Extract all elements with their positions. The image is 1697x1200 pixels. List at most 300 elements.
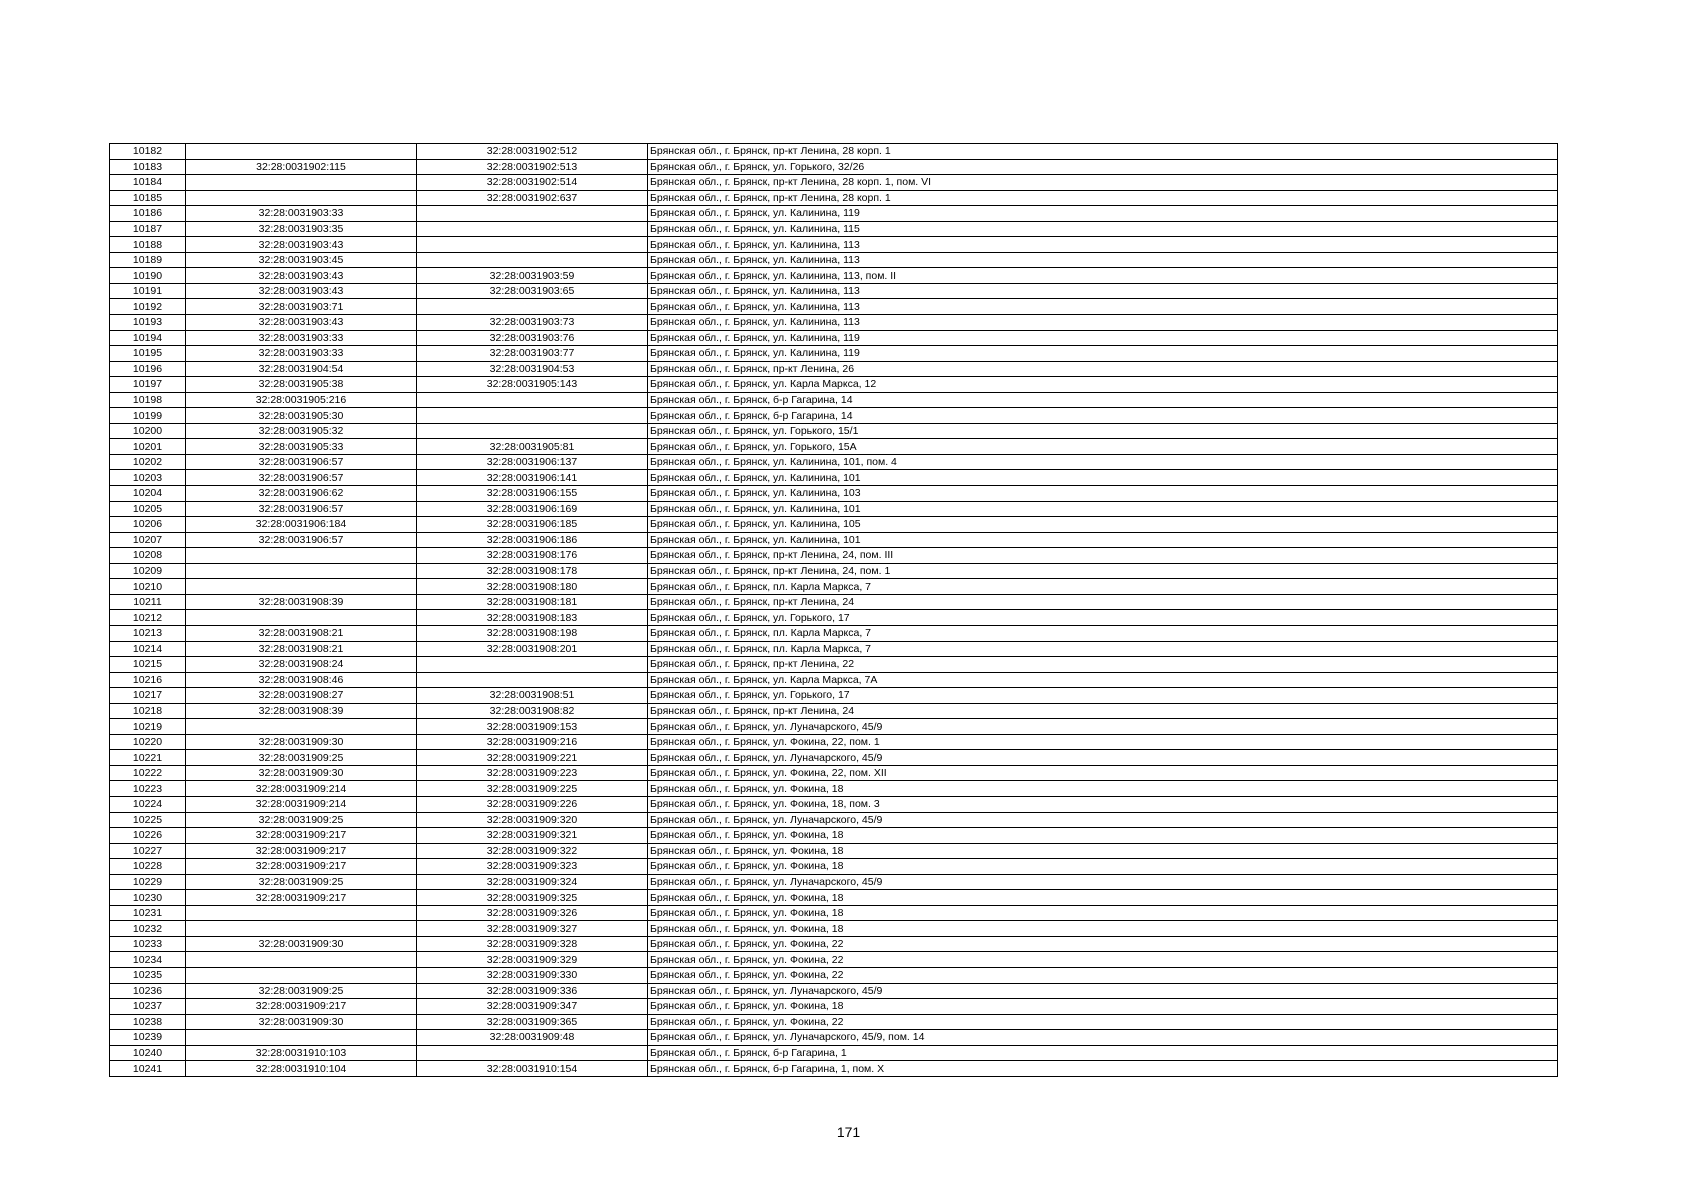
address-cell: Брянская обл., г. Брянск, ул. Горького, 15А <box>648 439 1558 455</box>
object-number-cell <box>417 408 648 424</box>
land-parcel-number-cell: 32:28:0031903:43 <box>186 315 417 331</box>
land-parcel-number-cell <box>186 921 417 937</box>
row-number-cell: 10182 <box>110 144 186 160</box>
land-parcel-number-cell: 32:28:0031909:25 <box>186 874 417 890</box>
address-cell: Брянская обл., г. Брянск, ул. Луначарского, 45/9 <box>648 719 1558 735</box>
object-number-cell: 32:28:0031909:347 <box>417 999 648 1015</box>
row-number-cell: 10239 <box>110 1030 186 1046</box>
register-table <box>109 143 1558 1077</box>
row-number-cell: 10224 <box>110 796 186 812</box>
land-parcel-number-cell: 32:28:0031909:25 <box>186 750 417 766</box>
address-cell: Брянская обл., г. Брянск, ул. Фокина, 18 <box>648 890 1558 906</box>
row-number-cell: 10183 <box>110 159 186 175</box>
row-number-cell: 10201 <box>110 439 186 455</box>
table-row <box>110 221 1558 237</box>
address-cell: Брянская обл., г. Брянск, б-р Гагарина, 14 <box>648 392 1558 408</box>
row-number-cell: 10238 <box>110 1014 186 1030</box>
object-number-cell: 32:28:0031902:512 <box>417 144 648 160</box>
object-number-cell <box>417 423 648 439</box>
land-parcel-number-cell: 32:28:0031903:33 <box>186 346 417 362</box>
row-number-cell: 10193 <box>110 315 186 331</box>
table-row <box>110 905 1558 921</box>
table-row <box>110 346 1558 362</box>
object-number-cell: 32:28:0031903:59 <box>417 268 648 284</box>
table-row <box>110 175 1558 191</box>
land-parcel-number-cell <box>186 579 417 595</box>
table-row <box>110 625 1558 641</box>
object-number-cell: 32:28:0031909:327 <box>417 921 648 937</box>
row-number-cell: 10184 <box>110 175 186 191</box>
table-row <box>110 1045 1558 1061</box>
address-cell: Брянская обл., г. Брянск, ул. Калинина, 119 <box>648 206 1558 222</box>
object-number-cell: 32:28:0031908:198 <box>417 625 648 641</box>
table-row <box>110 252 1558 268</box>
land-parcel-number-cell: 32:28:0031909:217 <box>186 999 417 1015</box>
table-row <box>110 392 1558 408</box>
address-cell: Брянская обл., г. Брянск, ул. Калинина, 119 <box>648 346 1558 362</box>
table-row <box>110 423 1558 439</box>
row-number-cell: 10194 <box>110 330 186 346</box>
row-number-cell: 10208 <box>110 548 186 564</box>
address-cell: Брянская обл., г. Брянск, ул. Луначарского, 45/9 <box>648 750 1558 766</box>
address-cell: Брянская обл., г. Брянск, ул. Калинина, 119 <box>648 330 1558 346</box>
table-row <box>110 486 1558 502</box>
land-parcel-number-cell: 32:28:0031908:39 <box>186 594 417 610</box>
table-row <box>110 501 1558 517</box>
table-row <box>110 796 1558 812</box>
address-cell: Брянская обл., г. Брянск, ул. Калинина, 113 <box>648 283 1558 299</box>
address-cell: Брянская обл., г. Брянск, пр-кт Ленина, 24, пом. 1 <box>648 563 1558 579</box>
object-number-cell: 32:28:0031903:76 <box>417 330 648 346</box>
object-number-cell <box>417 672 648 688</box>
object-number-cell: 32:28:0031908:180 <box>417 579 648 595</box>
address-cell: Брянская обл., г. Брянск, ул. Фокина, 18 <box>648 921 1558 937</box>
land-parcel-number-cell <box>186 905 417 921</box>
object-number-cell: 32:28:0031908:181 <box>417 594 648 610</box>
row-number-cell: 10233 <box>110 936 186 952</box>
address-cell: Брянская обл., г. Брянск, б-р Гагарина, 14 <box>648 408 1558 424</box>
object-number-cell: 32:28:0031909:336 <box>417 983 648 999</box>
land-parcel-number-cell: 32:28:0031905:38 <box>186 377 417 393</box>
table-row <box>110 1061 1558 1077</box>
address-cell: Брянская обл., г. Брянск, ул. Луначарского, 45/9 <box>648 812 1558 828</box>
land-parcel-number-cell: 32:28:0031909:217 <box>186 890 417 906</box>
land-parcel-number-cell <box>186 563 417 579</box>
address-cell: Брянская обл., г. Брянск, пл. Карла Маркса, 7 <box>648 625 1558 641</box>
row-number-cell: 10216 <box>110 672 186 688</box>
land-parcel-number-cell <box>186 952 417 968</box>
row-number-cell: 10207 <box>110 532 186 548</box>
land-parcel-number-cell <box>186 144 417 160</box>
table-row <box>110 828 1558 844</box>
land-parcel-number-cell: 32:28:0031906:57 <box>186 470 417 486</box>
address-cell: Брянская обл., г. Брянск, ул. Фокина, 18, пом. 3 <box>648 796 1558 812</box>
row-number-cell: 10198 <box>110 392 186 408</box>
address-cell: Брянская обл., г. Брянск, пр-кт Ленина, 22 <box>648 657 1558 673</box>
address-cell: Брянская обл., г. Брянск, ул. Карла Маркса, 7А <box>648 672 1558 688</box>
table-row <box>110 470 1558 486</box>
address-cell: Брянская обл., г. Брянск, ул. Калинина, 113 <box>648 315 1558 331</box>
land-parcel-number-cell: 32:28:0031903:71 <box>186 299 417 315</box>
row-number-cell: 10228 <box>110 859 186 875</box>
table-row <box>110 967 1558 983</box>
row-number-cell: 10231 <box>110 905 186 921</box>
object-number-cell <box>417 299 648 315</box>
address-cell: Брянская обл., г. Брянск, ул. Калинина, 103 <box>648 486 1558 502</box>
object-number-cell: 32:28:0031906:186 <box>417 532 648 548</box>
table-row <box>110 750 1558 766</box>
land-parcel-number-cell: 32:28:0031909:30 <box>186 734 417 750</box>
row-number-cell: 10227 <box>110 843 186 859</box>
table-row <box>110 657 1558 673</box>
address-cell: Брянская обл., г. Брянск, ул. Калинина, 101 <box>648 532 1558 548</box>
address-cell: Брянская обл., г. Брянск, ул. Фокина, 22 <box>648 1014 1558 1030</box>
row-number-cell: 10218 <box>110 703 186 719</box>
land-parcel-number-cell: 32:28:0031908:27 <box>186 688 417 704</box>
row-number-cell: 10210 <box>110 579 186 595</box>
table-row <box>110 890 1558 906</box>
row-number-cell: 10190 <box>110 268 186 284</box>
land-parcel-number-cell: 32:28:0031910:104 <box>186 1061 417 1077</box>
row-number-cell: 10187 <box>110 221 186 237</box>
land-parcel-number-cell <box>186 190 417 206</box>
row-number-cell: 10214 <box>110 641 186 657</box>
row-number-cell: 10191 <box>110 283 186 299</box>
object-number-cell: 32:28:0031909:320 <box>417 812 648 828</box>
object-number-cell: 32:28:0031909:216 <box>417 734 648 750</box>
row-number-cell: 10196 <box>110 361 186 377</box>
row-number-cell: 10202 <box>110 454 186 470</box>
table-row <box>110 439 1558 455</box>
row-number-cell: 10205 <box>110 501 186 517</box>
land-parcel-number-cell: 32:28:0031902:115 <box>186 159 417 175</box>
object-number-cell: 32:28:0031909:329 <box>417 952 648 968</box>
land-parcel-number-cell <box>186 967 417 983</box>
address-cell: Брянская обл., г. Брянск, пр-кт Ленина, 24 <box>648 703 1558 719</box>
land-parcel-number-cell: 32:28:0031908:39 <box>186 703 417 719</box>
land-parcel-number-cell: 32:28:0031906:57 <box>186 532 417 548</box>
address-cell: Брянская обл., г. Брянск, б-р Гагарина, 1 <box>648 1045 1558 1061</box>
register-table-body <box>110 144 1558 1077</box>
land-parcel-number-cell: 32:28:0031908:21 <box>186 625 417 641</box>
row-number-cell: 10225 <box>110 812 186 828</box>
object-number-cell <box>417 237 648 253</box>
row-number-cell: 10195 <box>110 346 186 362</box>
table-row <box>110 532 1558 548</box>
object-number-cell: 32:28:0031906:169 <box>417 501 648 517</box>
object-number-cell: 32:28:0031909:323 <box>417 859 648 875</box>
address-cell: Брянская обл., г. Брянск, пл. Карла Маркса, 7 <box>648 641 1558 657</box>
address-cell: Брянская обл., г. Брянск, пр-кт Ленина, 24 <box>648 594 1558 610</box>
row-number-cell: 10234 <box>110 952 186 968</box>
object-number-cell: 32:28:0031905:143 <box>417 377 648 393</box>
land-parcel-number-cell: 32:28:0031903:33 <box>186 330 417 346</box>
address-cell: Брянская обл., г. Брянск, ул. Луначарского, 45/9 <box>648 874 1558 890</box>
row-number-cell: 10212 <box>110 610 186 626</box>
row-number-cell: 10220 <box>110 734 186 750</box>
land-parcel-number-cell: 32:28:0031903:45 <box>186 252 417 268</box>
land-parcel-number-cell: 32:28:0031908:21 <box>186 641 417 657</box>
row-number-cell: 10203 <box>110 470 186 486</box>
object-number-cell: 32:28:0031902:637 <box>417 190 648 206</box>
land-parcel-number-cell: 32:28:0031909:30 <box>186 1014 417 1030</box>
row-number-cell: 10222 <box>110 765 186 781</box>
table-row <box>110 268 1558 284</box>
address-cell: Брянская обл., г. Брянск, ул. Калинина, 101, пом. 4 <box>648 454 1558 470</box>
land-parcel-number-cell: 32:28:0031905:32 <box>186 423 417 439</box>
row-number-cell: 10226 <box>110 828 186 844</box>
land-parcel-number-cell: 32:28:0031903:43 <box>186 283 417 299</box>
table-row <box>110 1014 1558 1030</box>
address-cell: Брянская обл., г. Брянск, пл. Карла Маркса, 7 <box>648 579 1558 595</box>
row-number-cell: 10235 <box>110 967 186 983</box>
table-row <box>110 641 1558 657</box>
land-parcel-number-cell: 32:28:0031905:33 <box>186 439 417 455</box>
table-row <box>110 408 1558 424</box>
row-number-cell: 10241 <box>110 1061 186 1077</box>
land-parcel-number-cell: 32:28:0031909:30 <box>186 936 417 952</box>
address-cell: Брянская обл., г. Брянск, ул. Калинина, 113 <box>648 299 1558 315</box>
row-number-cell: 10221 <box>110 750 186 766</box>
address-cell: Брянская обл., г. Брянск, ул. Калинина, 101 <box>648 501 1558 517</box>
object-number-cell: 32:28:0031908:178 <box>417 563 648 579</box>
address-cell: Брянская обл., г. Брянск, ул. Луначарского, 45/9, пом. 14 <box>648 1030 1558 1046</box>
object-number-cell: 32:28:0031909:221 <box>417 750 648 766</box>
object-number-cell: 32:28:0031909:330 <box>417 967 648 983</box>
table-row <box>110 703 1558 719</box>
table-row <box>110 190 1558 206</box>
land-parcel-number-cell: 32:28:0031906:62 <box>186 486 417 502</box>
address-cell: Брянская обл., г. Брянск, ул. Горького, 17 <box>648 688 1558 704</box>
address-cell: Брянская обл., г. Брянск, пр-кт Ленина, 28 корп. 1 <box>648 190 1558 206</box>
address-cell: Брянская обл., г. Брянск, ул. Фокина, 22, пом. XII <box>648 765 1558 781</box>
object-number-cell: 32:28:0031908:183 <box>417 610 648 626</box>
object-number-cell: 32:28:0031908:51 <box>417 688 648 704</box>
object-number-cell <box>417 1045 648 1061</box>
table-row <box>110 734 1558 750</box>
object-number-cell: 32:28:0031908:82 <box>417 703 648 719</box>
object-number-cell: 32:28:0031905:81 <box>417 439 648 455</box>
address-cell: Брянская обл., г. Брянск, ул. Фокина, 22 <box>648 936 1558 952</box>
row-number-cell: 10223 <box>110 781 186 797</box>
address-cell: Брянская обл., г. Брянск, ул. Горького, 15/1 <box>648 423 1558 439</box>
address-cell: Брянская обл., г. Брянск, пр-кт Ленина, 26 <box>648 361 1558 377</box>
table-row <box>110 315 1558 331</box>
land-parcel-number-cell: 32:28:0031909:217 <box>186 859 417 875</box>
address-cell: Брянская обл., г. Брянск, пр-кт Ленина, 28 корп. 1 <box>648 144 1558 160</box>
land-parcel-number-cell: 32:28:0031909:214 <box>186 781 417 797</box>
table-row <box>110 579 1558 595</box>
land-parcel-number-cell <box>186 1030 417 1046</box>
table-row <box>110 688 1558 704</box>
object-number-cell: 32:28:0031909:324 <box>417 874 648 890</box>
table-row <box>110 765 1558 781</box>
land-parcel-number-cell: 32:28:0031906:184 <box>186 517 417 533</box>
row-number-cell: 10219 <box>110 719 186 735</box>
table-row <box>110 999 1558 1015</box>
land-parcel-number-cell: 32:28:0031903:33 <box>186 206 417 222</box>
object-number-cell <box>417 221 648 237</box>
object-number-cell <box>417 252 648 268</box>
row-number-cell: 10185 <box>110 190 186 206</box>
land-parcel-number-cell: 32:28:0031903:35 <box>186 221 417 237</box>
land-parcel-number-cell: 32:28:0031909:25 <box>186 812 417 828</box>
object-number-cell: 32:28:0031909:321 <box>417 828 648 844</box>
address-cell: Брянская обл., г. Брянск, ул. Фокина, 18 <box>648 781 1558 797</box>
table-row <box>110 610 1558 626</box>
row-number-cell: 10199 <box>110 408 186 424</box>
land-parcel-number-cell: 32:28:0031909:214 <box>186 796 417 812</box>
land-parcel-number-cell: 32:28:0031903:43 <box>186 268 417 284</box>
address-cell: Брянская обл., г. Брянск, ул. Калинина, 101 <box>648 470 1558 486</box>
address-cell: Брянская обл., г. Брянск, ул. Калинина, 105 <box>648 517 1558 533</box>
object-number-cell: 32:28:0031904:53 <box>417 361 648 377</box>
row-number-cell: 10204 <box>110 486 186 502</box>
table-row <box>110 936 1558 952</box>
table-row <box>110 859 1558 875</box>
row-number-cell: 10206 <box>110 517 186 533</box>
object-number-cell: 32:28:0031910:154 <box>417 1061 648 1077</box>
land-parcel-number-cell: 32:28:0031910:103 <box>186 1045 417 1061</box>
row-number-cell: 10215 <box>110 657 186 673</box>
address-cell: Брянская обл., г. Брянск, ул. Калинина, 113 <box>648 252 1558 268</box>
address-cell: Брянская обл., г. Брянск, ул. Горького, 32/26 <box>648 159 1558 175</box>
object-number-cell: 32:28:0031902:513 <box>417 159 648 175</box>
table-row <box>110 874 1558 890</box>
land-parcel-number-cell: 32:28:0031905:30 <box>186 408 417 424</box>
land-parcel-number-cell: 32:28:0031906:57 <box>186 501 417 517</box>
table-row <box>110 517 1558 533</box>
table-row <box>110 983 1558 999</box>
address-cell: Брянская обл., г. Брянск, ул. Фокина, 22, пом. 1 <box>648 734 1558 750</box>
row-number-cell: 10192 <box>110 299 186 315</box>
land-parcel-number-cell <box>186 610 417 626</box>
table-row <box>110 330 1558 346</box>
address-cell: Брянская обл., г. Брянск, ул. Калинина, 113, пом. II <box>648 268 1558 284</box>
table-row <box>110 548 1558 564</box>
object-number-cell: 32:28:0031906:137 <box>417 454 648 470</box>
table-row <box>110 159 1558 175</box>
object-number-cell: 32:28:0031909:225 <box>417 781 648 797</box>
address-cell: Брянская обл., г. Брянск, ул. Калинина, 115 <box>648 221 1558 237</box>
land-parcel-number-cell <box>186 175 417 191</box>
row-number-cell: 10186 <box>110 206 186 222</box>
land-parcel-number-cell: 32:28:0031905:216 <box>186 392 417 408</box>
object-number-cell: 32:28:0031903:77 <box>417 346 648 362</box>
row-number-cell: 10240 <box>110 1045 186 1061</box>
object-number-cell: 32:28:0031906:155 <box>417 486 648 502</box>
address-cell: Брянская обл., г. Брянск, ул. Фокина, 18 <box>648 859 1558 875</box>
row-number-cell: 10209 <box>110 563 186 579</box>
row-number-cell: 10197 <box>110 377 186 393</box>
object-number-cell: 32:28:0031909:322 <box>417 843 648 859</box>
land-parcel-number-cell: 32:28:0031909:217 <box>186 843 417 859</box>
object-number-cell: 32:28:0031908:201 <box>417 641 648 657</box>
table-row <box>110 454 1558 470</box>
object-number-cell: 32:28:0031902:514 <box>417 175 648 191</box>
object-number-cell <box>417 657 648 673</box>
object-number-cell: 32:28:0031903:65 <box>417 283 648 299</box>
address-cell: Брянская обл., г. Брянск, пр-кт Ленина, 24, пом. III <box>648 548 1558 564</box>
land-parcel-number-cell: 32:28:0031908:46 <box>186 672 417 688</box>
row-number-cell: 10217 <box>110 688 186 704</box>
row-number-cell: 10188 <box>110 237 186 253</box>
table-row <box>110 952 1558 968</box>
land-parcel-number-cell: 32:28:0031906:57 <box>186 454 417 470</box>
table-row <box>110 843 1558 859</box>
land-parcel-number-cell <box>186 548 417 564</box>
object-number-cell: 32:28:0031909:325 <box>417 890 648 906</box>
address-cell: Брянская обл., г. Брянск, ул. Фокина, 18 <box>648 905 1558 921</box>
table-row <box>110 781 1558 797</box>
page-number: 171 <box>836 1124 861 1140</box>
row-number-cell: 10213 <box>110 625 186 641</box>
land-parcel-number-cell: 32:28:0031903:43 <box>186 237 417 253</box>
address-cell: Брянская обл., г. Брянск, ул. Фокина, 22 <box>648 952 1558 968</box>
object-number-cell: 32:28:0031909:328 <box>417 936 648 952</box>
row-number-cell: 10237 <box>110 999 186 1015</box>
object-number-cell: 32:28:0031908:176 <box>417 548 648 564</box>
address-cell: Брянская обл., г. Брянск, ул. Карла Маркса, 12 <box>648 377 1558 393</box>
row-number-cell: 10211 <box>110 594 186 610</box>
table-row <box>110 377 1558 393</box>
object-number-cell: 32:28:0031909:223 <box>417 765 648 781</box>
object-number-cell: 32:28:0031909:226 <box>417 796 648 812</box>
table-row <box>110 719 1558 735</box>
table-row <box>110 144 1558 160</box>
land-parcel-number-cell: 32:28:0031909:30 <box>186 765 417 781</box>
land-parcel-number-cell: 32:28:0031908:24 <box>186 657 417 673</box>
table-row <box>110 299 1558 315</box>
object-number-cell: 32:28:0031909:326 <box>417 905 648 921</box>
land-parcel-number-cell: 32:28:0031909:25 <box>186 983 417 999</box>
row-number-cell: 10189 <box>110 252 186 268</box>
table-row <box>110 237 1558 253</box>
address-cell: Брянская обл., г. Брянск, ул. Фокина, 18 <box>648 999 1558 1015</box>
table-row <box>110 1030 1558 1046</box>
address-cell: Брянская обл., г. Брянск, ул. Фокина, 18 <box>648 843 1558 859</box>
object-number-cell: 32:28:0031909:365 <box>417 1014 648 1030</box>
address-cell: Брянская обл., г. Брянск, пр-кт Ленина, 28 корп. 1, пом. VI <box>648 175 1558 191</box>
address-cell: Брянская обл., г. Брянск, ул. Калинина, 113 <box>648 237 1558 253</box>
address-cell: Брянская обл., г. Брянск, ул. Луначарского, 45/9 <box>648 983 1558 999</box>
land-parcel-number-cell: 32:28:0031904:54 <box>186 361 417 377</box>
object-number-cell: 32:28:0031906:141 <box>417 470 648 486</box>
object-number-cell: 32:28:0031903:73 <box>417 315 648 331</box>
table-row <box>110 921 1558 937</box>
object-number-cell: 32:28:0031906:185 <box>417 517 648 533</box>
row-number-cell: 10200 <box>110 423 186 439</box>
object-number-cell: 32:28:0031909:48 <box>417 1030 648 1046</box>
object-number-cell: 32:28:0031909:153 <box>417 719 648 735</box>
address-cell: Брянская обл., г. Брянск, ул. Фокина, 18 <box>648 828 1558 844</box>
table-row <box>110 594 1558 610</box>
table-row <box>110 283 1558 299</box>
table-row <box>110 206 1558 222</box>
object-number-cell <box>417 392 648 408</box>
object-number-cell <box>417 206 648 222</box>
table-row <box>110 672 1558 688</box>
land-parcel-number-cell <box>186 719 417 735</box>
row-number-cell: 10230 <box>110 890 186 906</box>
table-row <box>110 361 1558 377</box>
land-parcel-number-cell: 32:28:0031909:217 <box>186 828 417 844</box>
address-cell: Брянская обл., г. Брянск, ул. Горького, 17 <box>648 610 1558 626</box>
address-cell: Брянская обл., г. Брянск, ул. Фокина, 22 <box>648 967 1558 983</box>
row-number-cell: 10232 <box>110 921 186 937</box>
table-row <box>110 812 1558 828</box>
row-number-cell: 10236 <box>110 983 186 999</box>
